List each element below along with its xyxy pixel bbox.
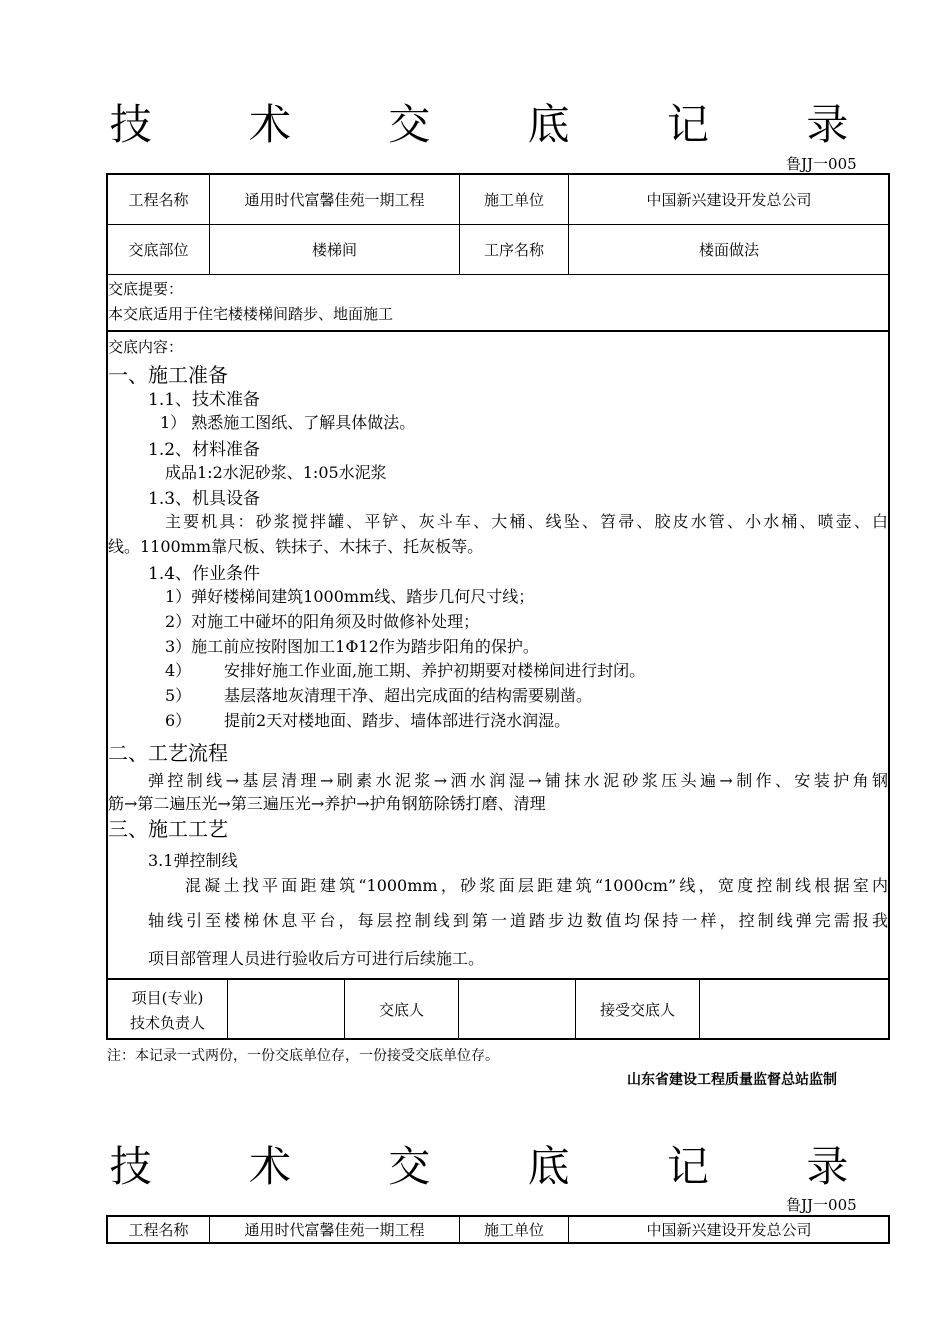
section-1-4-5: 基层落地灰清理干净、超出完成面的结构需要剔凿。 [224,686,593,705]
section-3-1-b: 轴线引至楼梯休息平台，每层控制线到第一道踏步边数值均保持一样，控制线弹完需报我 [148,911,888,930]
page-2-form-code: 鲁JJ一005 [786,1196,857,1214]
section-2-a: 弹控制线→基层清理→刷素水泥浆→洒水润湿→铺抹水泥砂浆压头遍→制作、安装护角钢 [148,771,888,790]
summary-text: 本交底适用于住宅楼楼梯间踏步、地面施工 [108,305,394,323]
section-1-4: 1.4、作业条件 [148,564,261,584]
receiver-signature-cell[interactable] [700,980,890,1040]
content-box [107,331,889,979]
page-2-construction-unit-label: 施工单位 [460,1217,569,1243]
section-1-4-5-number: 5） [165,686,192,705]
section-1-1: 1.1、技术准备 [148,390,261,410]
supervisor-text: 山东省建设工程质量监督总站监制 [627,1072,837,1088]
section-1-4-3: 3）施工前应按附图加工1Φ12作为踏步阳角的保护。 [165,637,539,656]
page-title: 技 术 交 底 记 录 [109,100,891,149]
section-1-2-a: 成品1:2水泥砂浆、1:05水泥浆 [165,463,387,482]
receiver-label: 接受交底人 [576,980,700,1040]
tech-lead-label-line-2: 技术负责人 [129,1013,205,1032]
section-2-title: 二、工艺流程 [108,741,228,765]
section-1-3-b: 线。1100mm靠尺板、铁抹子、木抹子、托灰板等。 [108,537,484,556]
summary-box [107,274,889,331]
form-code: 鲁JJ一005 [786,155,857,173]
section-3-title: 三、施工工艺 [108,817,228,841]
section-3-1-c: 项目部管理人员进行验收后方可进行后续施工。 [148,949,485,968]
section-1-4-6: 提前2天对楼地面、踏步、墙体部进行浇水润湿。 [224,711,571,730]
section-1-1-a: 1） 熟悉施工图纸、了解具体做法。 [160,413,416,432]
content-label: 交底内容： [108,338,184,356]
section-3-1: 3.1弹控制线 [148,851,238,870]
page-2-header-table [107,1216,890,1243]
construction-unit-label: 施工单位 [460,175,569,225]
page-2-construction-unit-value: 中国新兴建设开发总公司 [569,1217,890,1243]
section-3-1-a: 混凝土找平面距建筑“1000mm，砂浆面层距建筑“1000cm”线，宽度控制线根据室内 [185,876,888,895]
presenter-label: 交底人 [345,980,459,1040]
page-2-project-name-value: 通用时代富馨佳苑一期工程 [210,1217,460,1243]
section-1-title: 一、施工准备 [108,363,228,387]
section-1-3: 1.3、机具设备 [148,489,261,509]
section-1-4-1: 1）弹好楼梯间建筑1000mm线、踏步几何尺寸线； [165,587,535,606]
process-name-label: 工序名称 [460,225,569,275]
tech-lead-label [108,980,228,1040]
project-name-label: 工程名称 [108,175,210,225]
page-2-project-name-label: 工程名称 [108,1217,210,1243]
record-note: 注：本记录一式两份，一份交底单位存，一份接受交底单位存。 [107,1048,499,1064]
process-name-value: 楼面做法 [569,225,890,275]
tech-lead-signature-cell[interactable] [228,980,345,1040]
section-1-2: 1.2、材料准备 [148,440,261,460]
disclosure-part-value: 楼梯间 [210,225,460,275]
presenter-signature-cell[interactable] [459,980,576,1040]
signoff-table [107,979,890,1040]
tech-lead-label-line-1: 项目(专业) [131,988,204,1007]
section-1-4-4: 安排好施工作业面,施工期、养护初期要对楼梯间进行封闭。 [224,661,646,680]
disclosure-part-label: 交底部位 [108,225,210,275]
construction-unit-value: 中国新兴建设开发总公司 [569,175,890,225]
section-1-4-6-number: 6） [165,711,192,730]
summary-label: 交底提要： [108,280,184,298]
section-2-b: 筋→第二遍压光→第三遍压光→养护→护角钢筋除锈打磨、清理 [108,794,546,813]
section-1-4-4-number: 4） [165,661,192,680]
header-table [107,174,890,275]
section-1-4-2: 2）对施工中碰坏的阳角须及时做修补处理； [165,612,480,631]
page-2-title: 技 术 交 底 记 录 [109,1142,891,1191]
section-1-3-a: 主要机具：砂浆搅拌罐、平铲、灰斗车、大桶、线坠、笤帚、胶皮水管、小水桶、喷壶、白 [165,512,888,531]
project-name-value: 通用时代富馨佳苑一期工程 [210,175,460,225]
